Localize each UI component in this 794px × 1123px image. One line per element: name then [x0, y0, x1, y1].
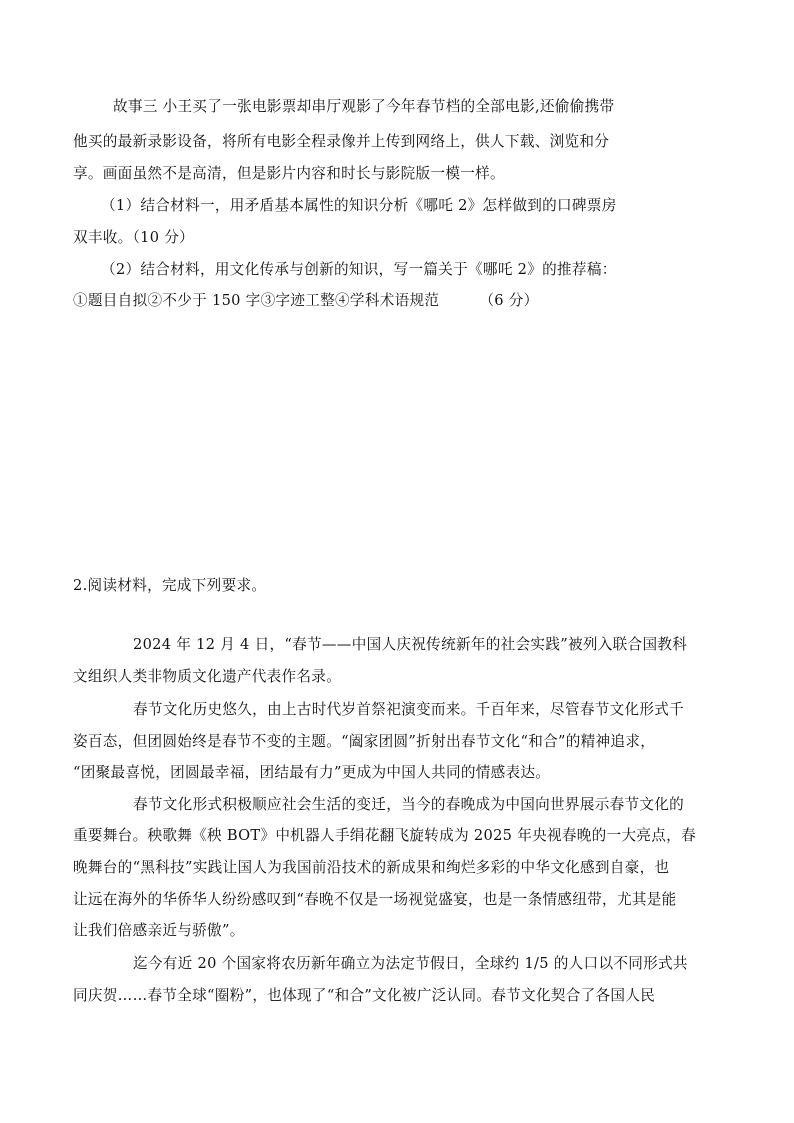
- question-2-heading: 2.阅读材料，完成下列要求。: [73, 577, 267, 594]
- question-2-score: （6 分）: [479, 292, 539, 309]
- material-paragraph-3-line-5: 让我们倍感亲近与骄傲”。: [73, 922, 245, 939]
- material-paragraph-4-line-2: 同庆贺……春节全球“圈粉”，也体现了“和合”文化被广泛认同。春节文化契合了各国人民: [73, 987, 656, 1004]
- material-paragraph-3-line-1: 春节文化形式积极顺应社会生活的变迁，当今的春晚成为中国向世界展示春节文化的: [133, 796, 685, 813]
- material-paragraph-3-line-4: 让远在海外的华侨华人纷纷感叹到“春晚不仅是一场视觉盛宴，也是一条情感纽带，尤其是能: [73, 891, 677, 908]
- question-2-line-2: [73, 291, 723, 311]
- story3-line-3: 享。画面虽然不是高清，但是影片内容和时长与影院版一模一样。: [73, 165, 505, 182]
- question-1-line-1: （1）结合材料一，用矛盾基本属性的知识分析《哪吒 2》怎样做到的口碑票房: [101, 197, 617, 214]
- story3-line-1: 故事三 小王买了一张电影票却串厅观影了今年春节档的全部电影,还偷偷携带: [113, 98, 615, 115]
- question-2-requirements: ①题目自拟②不少于 150 字③字迹工整④学科术语规范: [73, 292, 440, 309]
- material-paragraph-4-line-1: 迄今有近 20 个国家将农历新年确立为法定节假日，全球约 1/5 的人口以不同形式共: [133, 955, 688, 972]
- material-paragraph-3-line-3: 晚舞台的“黑科技”实践让国人为我国前沿技术的新成果和绚烂多彩的中华文化感到自豪，也: [73, 859, 670, 876]
- story3-line-2: 他买的最新录影设备，将所有电影全程录像并上传到网络上，供人下载、浏览和分: [73, 133, 610, 150]
- material-paragraph-1-line-1: 2024 年 12 月 4 日，“春节——中国人庆祝传统新年的社会实践”被列入联合国教科: [133, 636, 688, 653]
- question-1-line-2: 双丰收。（10 分）: [73, 229, 195, 246]
- material-paragraph-3-line-2: 重要舞台。秧歌舞《秧 BOT》中机器人手绢花翻飞旋转成为 2025 年央视春晚的一大亮点，春: [73, 827, 696, 844]
- question-2-line-1: （2）结合材料，用文化传承与创新的知识，写一篇关于《哪吒 2》的推荐稿：: [101, 261, 617, 278]
- material-paragraph-2-line-3: “团聚最喜悦，团圆最幸福，团结最有力”更成为中国人共同的情感表达。: [73, 764, 551, 781]
- material-paragraph-1-line-2: 文组织人类非物质文化遗产代表作名录。: [73, 668, 342, 685]
- material-paragraph-2-line-1: 春节文化历史悠久，由上古时代岁首祭祀演变而来。千百年来，尽管春节文化形式千: [133, 701, 685, 718]
- material-paragraph-2-line-2: 姿百态，但团圆始终是春节不变的主题。“阖家团圆”折射出春节文化“和合”的精神追求，: [73, 733, 656, 750]
